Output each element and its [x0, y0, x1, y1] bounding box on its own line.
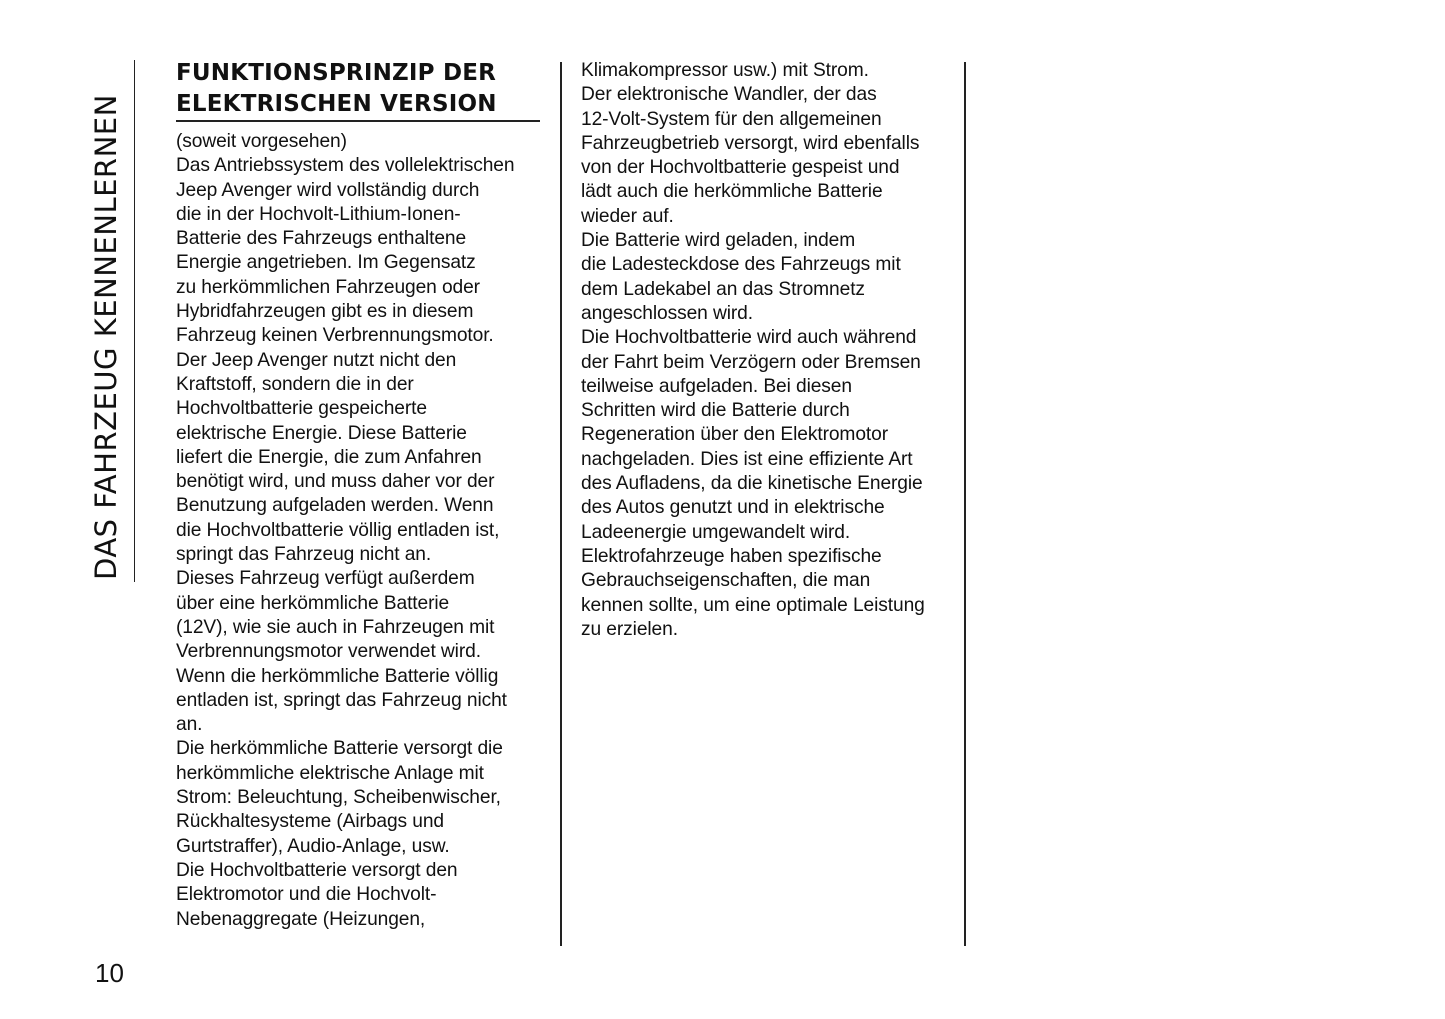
text-line: Hochvoltbatterie gespeicherte — [176, 398, 427, 420]
text-line: Nebenaggregate (Heizungen, — [176, 908, 426, 930]
text-line: Der elektronische Wandler, der das — [581, 84, 877, 106]
heading-line-1: FUNKTIONSPRINZIP DER — [176, 60, 497, 86]
text-line: dem Ladekabel an das Stromnetz — [581, 278, 865, 300]
page-number: 10 — [95, 958, 124, 988]
text-line: Gurtstraffer), Audio-Anlage, usw. — [176, 835, 450, 857]
text-line: zu herkömmlichen Fahrzeugen oder — [176, 276, 480, 298]
text-line: die Hochvoltbatterie völlig entladen ist, — [176, 519, 500, 541]
text-line: Verbrennungsmotor verwendet wird. — [176, 641, 481, 663]
text-line: Fahrzeug keinen Verbrennungsmotor. — [176, 325, 494, 347]
text-line: über eine herkömmliche Batterie — [176, 592, 450, 614]
text-line: des Aufladens, da die kinetische Energie — [581, 473, 923, 495]
text-line: die in der Hochvolt-Lithium-Ionen- — [176, 203, 461, 225]
text-line: Die Hochvoltbatterie versorgt den — [176, 859, 458, 881]
text-line: Die Hochvoltbatterie wird auch während — [581, 327, 917, 349]
text-line: Der Jeep Avenger nutzt nicht den — [176, 349, 457, 371]
text-line: Benutzung aufgeladen werden. Wenn — [176, 495, 494, 517]
text-line: Gebrauchseigenschaften, die man — [581, 570, 871, 592]
text-line: Elektrofahrzeuge haben spezifische — [581, 545, 882, 567]
text-line: Energie angetrieben. Im Gegensatz — [176, 252, 476, 274]
text-line: springt das Fahrzeug nicht an. — [176, 544, 432, 566]
text-line: (soweit vorgesehen) — [176, 131, 347, 152]
text-line: kennen sollte, um eine optimale Leistung — [581, 594, 925, 616]
text-line: Batterie des Fahrzeugs enthaltene — [176, 228, 467, 250]
text-line: der Fahrt beim Verzögern oder Bremsen — [581, 351, 921, 373]
text-line: angeschlossen wird. — [581, 302, 753, 324]
text-line: Die Batterie wird geladen, indem — [581, 230, 856, 252]
text-line: Die herkömmliche Batterie versorgt die — [176, 738, 503, 760]
text-line: Das Antriebssystem des vollelektrischen — [176, 155, 515, 177]
section-title-vertical: DAS FAHRZEUG KENNENLERNEN — [89, 94, 123, 580]
text-line: herkömmliche elektrische Anlage mit — [176, 762, 484, 784]
column-divider-middle — [560, 62, 562, 946]
text-line: Schritten wird die Batterie durch — [581, 400, 850, 422]
text-line: teilweise aufgeladen. Bei diesen — [581, 375, 852, 397]
text-line: benötigt wird, und muss daher vor der — [176, 471, 495, 493]
text-line: Fahrzeugbetrieb versorgt, wird ebenfalls — [581, 132, 920, 154]
text-line: von der Hochvoltbatterie gespeist und — [581, 157, 900, 179]
text-line: nachgeladen. Dies ist eine effiziente Art — [581, 448, 913, 470]
text-line: liefert die Energie, die zum Anfahren — [176, 446, 482, 468]
text-line: Strom: Beleuchtung, Scheibenwischer, — [176, 787, 501, 809]
text-line: Jeep Avenger wird vollständig durch — [176, 179, 480, 201]
text-line: elektrische Energie. Diese Batterie — [176, 422, 467, 444]
text-line: zu erzielen. — [581, 618, 678, 640]
column-divider-right — [964, 62, 966, 946]
page-heading — [176, 58, 540, 122]
text-line: an. — [176, 714, 203, 736]
text-line: lädt auch die herkömmliche Batterie — [581, 181, 883, 203]
text-line: Kraftstoff, sondern die in der — [176, 373, 414, 395]
left-text-column — [176, 130, 546, 932]
text-line: entladen ist, springt das Fahrzeug nicht — [176, 689, 507, 711]
heading-line-2: ELEKTRISCHEN VERSION — [176, 91, 497, 117]
text-line: Ladeenergie umgewandelt wird. — [581, 521, 851, 543]
text-line: des Autos genutzt und in elektrische — [581, 497, 885, 519]
text-line: Wenn die herkömmliche Batterie völlig — [176, 665, 499, 687]
text-line: Elektromotor und die Hochvolt- — [176, 884, 437, 906]
right-text-column — [581, 59, 956, 642]
text-line: wieder auf. — [581, 205, 674, 227]
text-line: Dieses Fahrzeug verfügt außerdem — [176, 568, 475, 590]
text-line: Hybridfahrzeugen gibt es in diesem — [176, 301, 474, 323]
text-line: (12V), wie sie auch in Fahrzeugen mit — [176, 616, 495, 638]
text-line: Regeneration über den Elektromotor — [581, 424, 888, 446]
text-line: 12-Volt-System für den allgemeinen — [581, 108, 882, 130]
text-line: Klimakompressor usw.) mit Strom. — [581, 60, 869, 81]
text-line: die Ladesteckdose des Fahrzeugs mit — [581, 254, 901, 276]
text-line: Rückhaltesysteme (Airbags und — [176, 811, 444, 833]
section-title-rule — [134, 60, 135, 582]
